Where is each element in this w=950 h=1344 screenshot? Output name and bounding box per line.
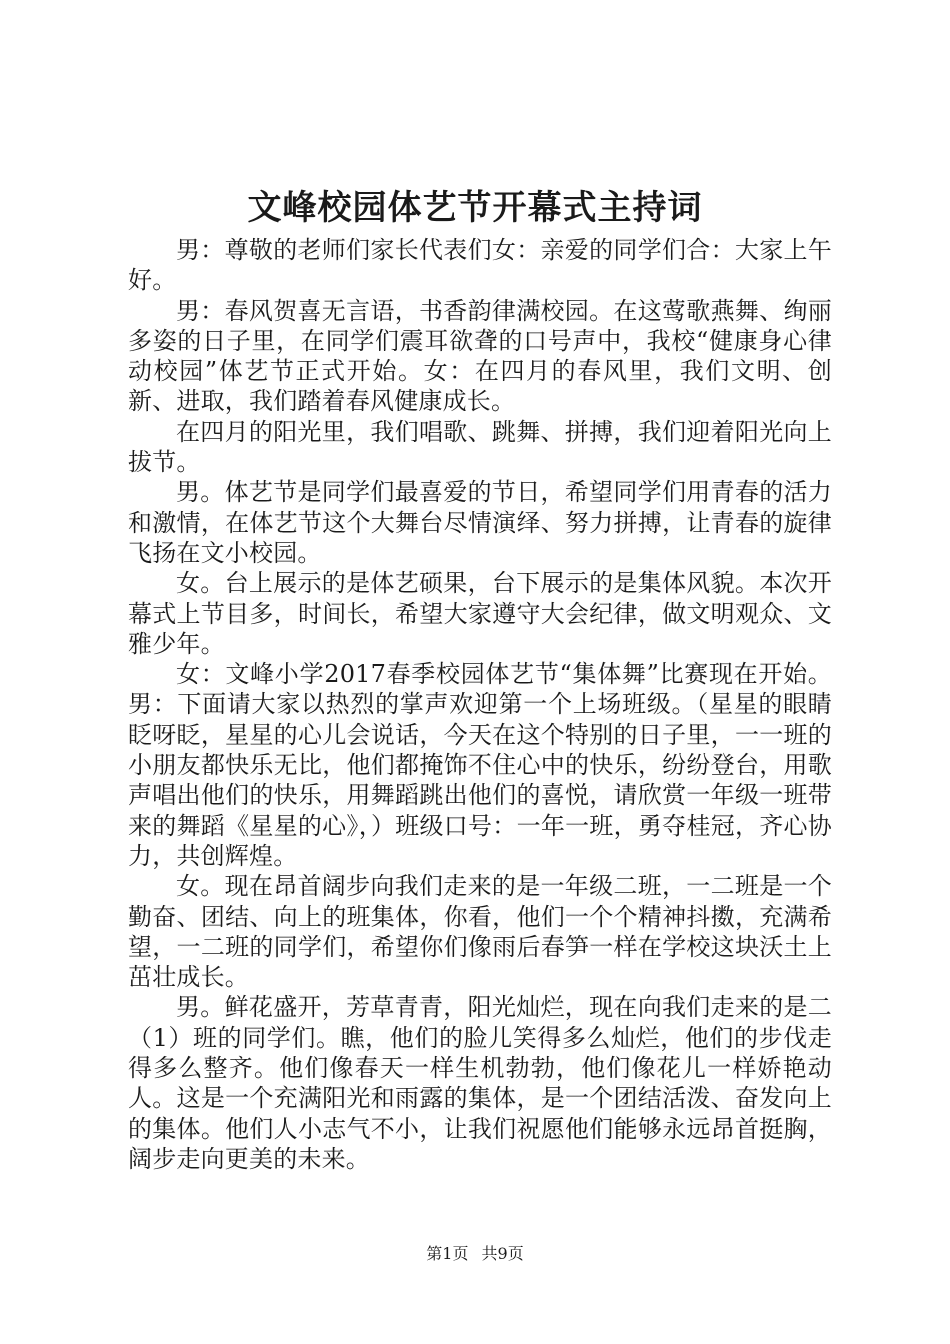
paragraph: 男。鲜花盛开，芳草青青，阳光灿烂，现在向我们走来的是二（1）班的同学们。瞧，他们的脸儿笑得多么灿烂，他们的步伐走得多么整齐。他们像春天一样生机勃勃，他们像花儿一样娇艳动人。这是一个充满阳光和雨露的集体，是一个团结活泼、奋发向上的集体。他们人小志气不小，让我们祝愿他们能够永远昂首挺胸，阔步走向更美的未来。 bbox=[128, 993, 832, 1173]
paragraph: 女。台上展示的是体艺硕果，台下展示的是集体风貌。本次开幕式上节目多，时间长，希望大家遵守大会纪律，做文明观众、文雅少年。 bbox=[128, 569, 832, 658]
page-total: 共9页 bbox=[481, 1244, 524, 1263]
page-number: 第1页 bbox=[426, 1244, 469, 1263]
paragraph: 女：文峰小学2017春季校园体艺节“集体舞”比赛现在开始。男：下面请大家以热烈的掌声欢迎第一个上场班级。（星星的眼睛眨呀眨，星星的心儿会说话，今天在这个特别的日子里，一一班的小朋友都快乐无比，他们都掩饰不住心中的快乐，纷纷登台，用歌声唱出他们的快乐，用舞蹈跳出他们的喜悦，请欣赏一年级一班带来的舞蹈《星星的心》，）班级口号：一年一班，勇夺桂冠，齐心协力，共创辉煌。 bbox=[128, 660, 832, 870]
paragraph: 在四月的阳光里，我们唱歌、跳舞、拼搏，我们迎着阳光向上拔节。 bbox=[128, 417, 832, 477]
document-body bbox=[128, 235, 832, 1174]
paragraph: 女。现在昂首阔步向我们走来的是一年级二班，一二班是一个勤奋、团结、向上的班集体，你看，他们一个个精神抖擞，充满希望，一二班的同学们，希望你们像雨后春笋一样在学校这块沃土上茁壮成长。 bbox=[128, 872, 832, 992]
paragraph: 男：尊敬的老师们家长代表们女：亲爱的同学们合：大家上午好。 bbox=[128, 236, 832, 295]
page-footer bbox=[0, 1243, 950, 1265]
document-title: 文峰校园体艺节开幕式主持词 bbox=[247, 188, 703, 228]
paragraph: 男：春风贺喜无言语，书香韵律满校园。在这莺歌燕舞、绚丽多姿的日子里，在同学们震耳欲聋的口号声中，我校“健康身心律动校园”体艺节正式开始。女：在四月的春风里，我们文明、创新、进取，我们踏着春风健康成长。 bbox=[128, 296, 832, 416]
paragraph: 男。体艺节是同学们最喜爱的节日，希望同学们用青春的活力和激情，在体艺节这个大舞台尽情演绎、努力拼搏，让青春的旋律飞扬在文小校园。 bbox=[128, 478, 832, 567]
